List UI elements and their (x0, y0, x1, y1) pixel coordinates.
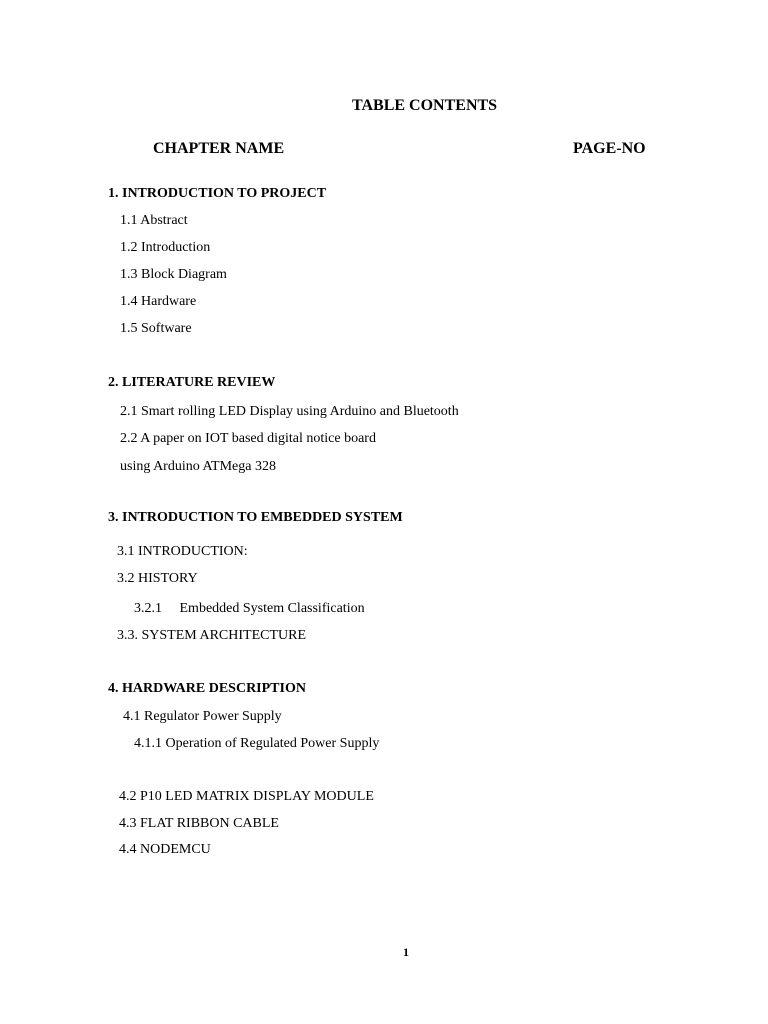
toc-title: TABLE CONTENTS (352, 97, 498, 114)
toc-item: 3.2.1 Embedded System Classification (134, 601, 365, 616)
toc-item: 1.3 Block Diagram (120, 267, 227, 282)
toc-item: 2.2 A paper on IOT based digital notice board (120, 431, 376, 446)
toc-item: 4.3 FLAT RIBBON CABLE (119, 816, 279, 831)
toc-item: 1.2 Introduction (120, 240, 211, 255)
chapter-1-heading: 1. INTRODUCTION TO PROJECT (108, 186, 327, 201)
toc-item: 4.2 P10 LED MATRIX DISPLAY MODULE (119, 789, 374, 804)
toc-item: 1.5 Software (120, 321, 192, 336)
toc-item: 1.1 Abstract (120, 213, 188, 228)
toc-item: 3.3. SYSTEM ARCHITECTURE (117, 628, 307, 643)
page-no-header: PAGE-NO (573, 140, 646, 157)
chapter-4-heading: 4. HARDWARE DESCRIPTION (108, 681, 306, 696)
toc-item: 3.2 HISTORY (117, 571, 198, 586)
chapter-3-heading: 3. INTRODUCTION TO EMBEDDED SYSTEM (108, 510, 403, 525)
chapter-2-heading: 2. LITERATURE REVIEW (108, 375, 276, 390)
toc-item: 4.1.1 Operation of Regulated Power Supply (134, 736, 380, 751)
toc-item: 1.4 Hardware (120, 294, 197, 309)
toc-item: 3.1 INTRODUCTION: (117, 544, 248, 559)
page-number: 1 (403, 945, 409, 959)
chapter-name-header: CHAPTER NAME (153, 140, 285, 157)
toc-item: using Arduino ATMega 328 (120, 459, 276, 474)
toc-item: 4.4 NODEMCU (119, 842, 211, 857)
toc-item: 4.1 Regulator Power Supply (123, 709, 282, 724)
toc-item: 2.1 Smart rolling LED Display using Arduino and Bluetooth (120, 404, 459, 419)
